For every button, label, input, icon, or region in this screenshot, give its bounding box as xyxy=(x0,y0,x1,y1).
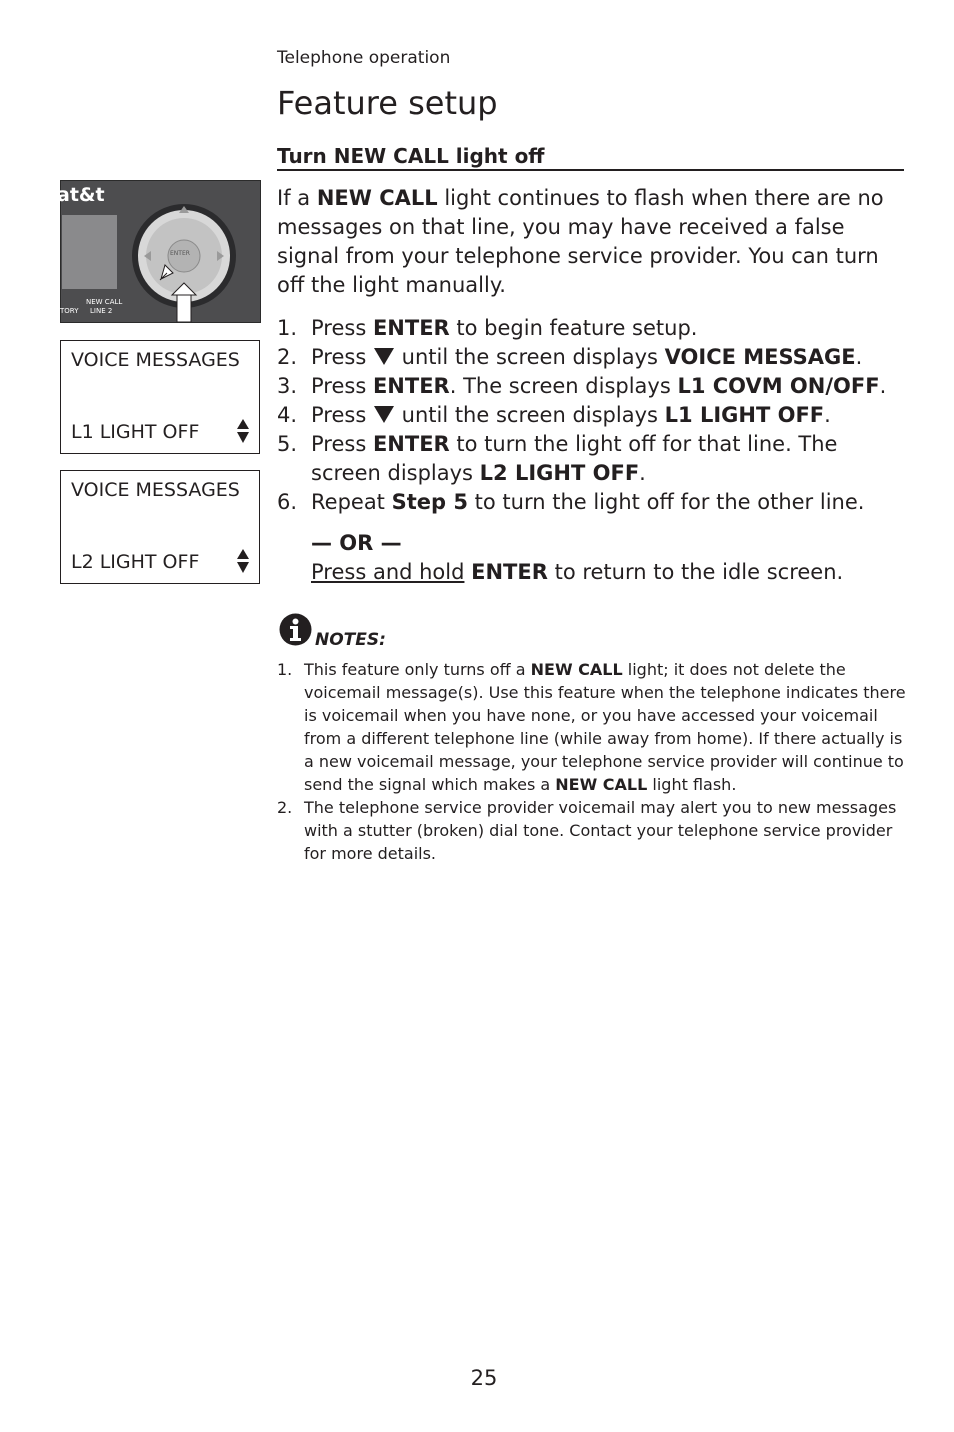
screen-display-l1 xyxy=(60,340,260,454)
notes-label: NOTES: xyxy=(315,630,386,650)
screen-line-1: VOICE MESSAGES xyxy=(71,349,240,371)
or-divider: — OR — xyxy=(311,531,402,555)
alternate-instruction: Press and hold ENTER to return to the idle screen. xyxy=(311,560,844,584)
notes-list xyxy=(277,658,907,865)
screen-line-2: L1 LIGHT OFF xyxy=(71,421,200,443)
step-item: 6. Repeat Step 5 to turn the light off for the other line. xyxy=(277,490,865,514)
step-item: 1. Press ENTER to begin feature setup. xyxy=(277,316,698,340)
phone-caption-left: TORY xyxy=(60,307,79,315)
up-down-arrows-icon xyxy=(237,419,249,443)
screen-line-1: VOICE MESSAGES xyxy=(71,479,240,501)
phone-caption-new-call: NEW CALL xyxy=(86,298,123,306)
up-down-arrows-icon xyxy=(237,549,249,573)
step-item: 4. Press until the screen displays L1 LIGHT OFF. xyxy=(277,403,831,427)
phone-display xyxy=(62,215,117,289)
page-title: Feature setup xyxy=(277,84,498,122)
screen-line-2: L2 LIGHT OFF xyxy=(71,551,200,573)
down-arrow-icon xyxy=(374,406,394,423)
step-item: 2. Press until the screen displays VOICE MESSAGE. xyxy=(277,345,863,369)
screen-display-l2 xyxy=(60,470,260,584)
down-arrow-icon xyxy=(374,348,394,365)
enter-key-label: ENTER xyxy=(170,250,190,257)
phone-caption-line: LINE 2 xyxy=(90,307,113,315)
section-subheading: Turn NEW CALL light off xyxy=(277,144,904,171)
page-number: 25 xyxy=(470,1366,498,1390)
section-label: Telephone operation xyxy=(277,48,451,68)
note-item: 2. The telephone service provider voicemail may alert you to new messages with a stutter (broken) dial tone. Contact your telephone service provider for more details. xyxy=(277,798,897,863)
steps-list xyxy=(277,314,907,517)
intro-paragraph: If a NEW CALL light continues to flash when there are no messages on that line, you may have received a false signal from your telephone service provider. You can turn off the light manually. xyxy=(277,186,884,297)
info-icon xyxy=(279,613,312,646)
step-item: 5. Press ENTER to turn the light off for that line. The screen displays L2 LIGHT OFF. xyxy=(277,432,838,485)
step-item: 3. Press ENTER. The screen displays L1 COVM ON/OFF. xyxy=(277,374,887,398)
brand-logo: at&t xyxy=(57,184,105,206)
note-item: 1. This feature only turns off a NEW CALL light; it does not delete the voicemail message(s). Use this feature when the telephone indicates there is voicemail when you have none, or you have accessed your voicemail from a different telephone line (while away from home). If there actually is a new voicemail message, your telephone service provider will continue to send the signal which makes a NEW CALL light flash. xyxy=(277,660,906,794)
